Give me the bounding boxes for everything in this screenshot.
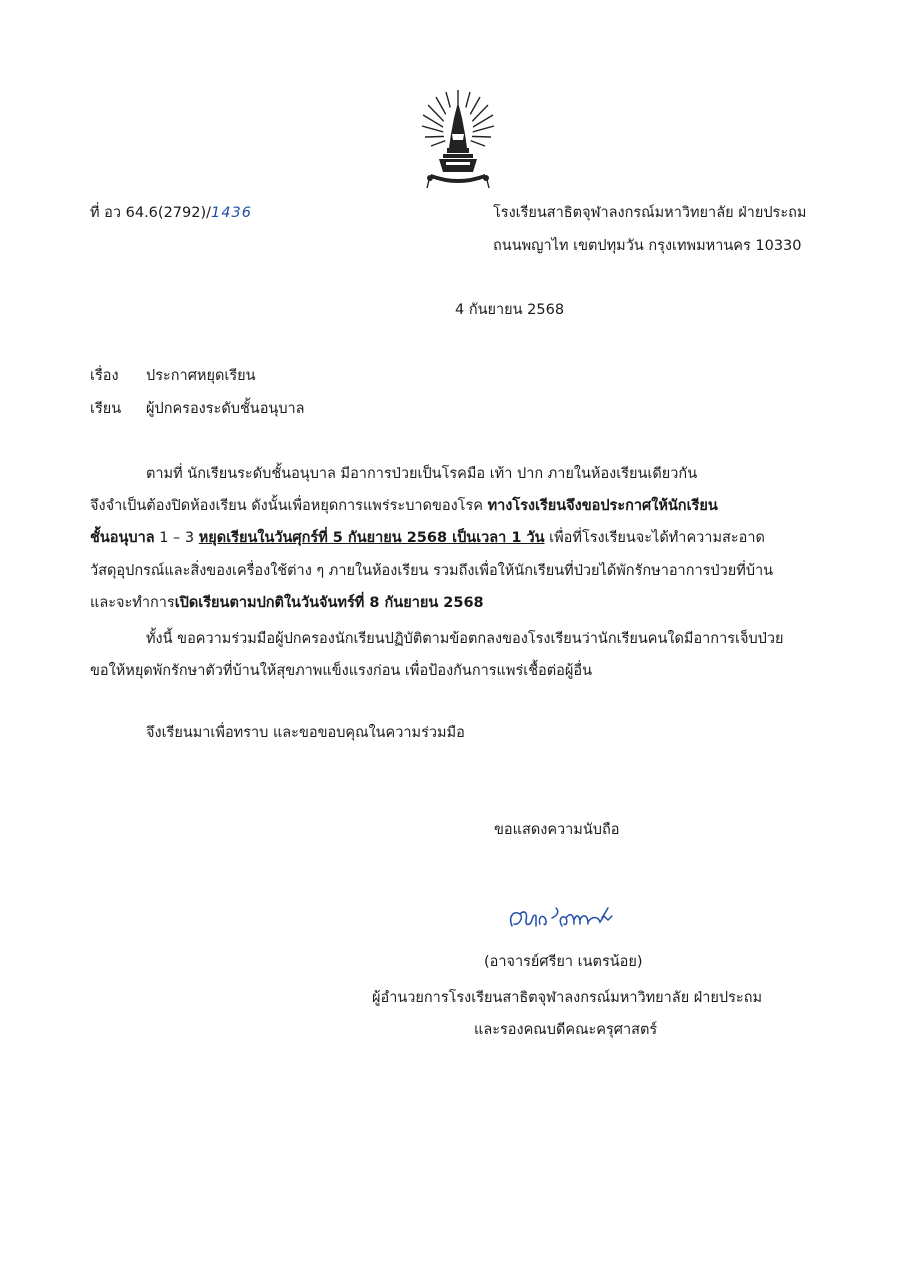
body-paragraph-2-line-2: ขอให้หยุดพักรักษาตัวที่บ้านให้สุขภาพแข็งแรงก่อน เพื่อป้องกันการแพร่เชื้อต่อผู้อื่น bbox=[90, 663, 592, 679]
body-bold-text: ทางโรงเรียนจึงขอประกาศให้นักเรียน bbox=[487, 498, 718, 514]
body-paragraph-3: จึงเรียนมาเพื่อทราบ และขอขอบคุณในความร่วมมือ bbox=[146, 725, 465, 741]
body-text: จึงจำเป็นต้องปิดห้องเรียน ดังนั้นเพื่อหยุดการแพร่ระบาดของโรค bbox=[90, 498, 488, 514]
university-emblem-logo bbox=[421, 88, 495, 192]
body-paragraph-1-line-2 bbox=[90, 494, 822, 517]
body-bold-text: ชั้นอนุบาล bbox=[90, 530, 155, 546]
signer-title-2: และรองคณบดีคณะครุศาสตร์ bbox=[474, 1022, 658, 1038]
subject-value: ประกาศหยุดเรียน bbox=[146, 368, 256, 384]
signer-title-1: ผู้อำนวยการโรงเรียนสาธิตจุฬาลงกรณ์มหาวิทยาลัย ฝ่ายประถม bbox=[372, 990, 763, 1006]
reference-handwritten-number: 1436 bbox=[211, 205, 252, 221]
recipient-label: เรียน bbox=[90, 401, 122, 417]
reference-number bbox=[90, 201, 252, 224]
closing-phrase: ขอแสดงความนับถือ bbox=[494, 822, 620, 838]
body-paragraph-2-line-1: ทั้งนี้ ขอความร่วมมือผู้ปกครองนักเรียนปฏิบัติตามข้อตกลงของโรงเรียนว่านักเรียนคนใดมีอาการเจ็บป่วย bbox=[146, 631, 784, 647]
handwritten-signature bbox=[504, 904, 644, 938]
subject-label: เรื่อง bbox=[90, 368, 119, 384]
body-bold-text: เปิดเรียนตามปกติในวันจันทร์ที่ 8 กันยายน 2568 bbox=[174, 595, 484, 611]
signer-name: (อาจารย์ศรียา เนตรน้อย) bbox=[484, 954, 643, 970]
body-paragraph-1-line-1: ตามที่ นักเรียนระดับชั้นอนุบาล มีอาการป่วยเป็นโรคมือ เท้า ปาก ภายในห้องเรียนเดียวกัน bbox=[146, 466, 698, 482]
school-address: ถนนพญาไท เขตปทุมวัน กรุงเทพมหานคร 10330 bbox=[493, 238, 802, 254]
body-text: และจะทำการ bbox=[90, 595, 175, 611]
body-paragraph-1-line-3 bbox=[90, 526, 822, 549]
body-paragraph-1-line-4: วัสดุอุปกรณ์และสิ่งของเครื่องใช้ต่าง ๆ ภายในห้องเรียน รวมถึงเพื่อให้นักเรียนที่ป่วยได้พักรักษาอาการป่วยที่บ้าน bbox=[90, 563, 774, 579]
body-text: เพื่อที่โรงเรียนจะได้ทำความสะอาด bbox=[544, 530, 765, 546]
body-bold-underlined-text: หยุดเรียนในวันศุกร์ที่ 5 กันยายน 2568 เป็นเวลา 1 วัน bbox=[198, 530, 545, 546]
body-text: 1 – 3 bbox=[154, 530, 199, 546]
reference-prefix: ที่ อว 64.6(2792)/ bbox=[90, 205, 212, 221]
school-name: โรงเรียนสาธิตจุฬาลงกรณ์มหาวิทยาลัย ฝ่ายประถม bbox=[493, 205, 807, 221]
letter-date: 4 กันยายน 2568 bbox=[455, 302, 565, 318]
body-paragraph-1-line-5 bbox=[90, 591, 822, 614]
recipient-value: ผู้ปกครองระดับชั้นอนุบาล bbox=[146, 401, 305, 417]
